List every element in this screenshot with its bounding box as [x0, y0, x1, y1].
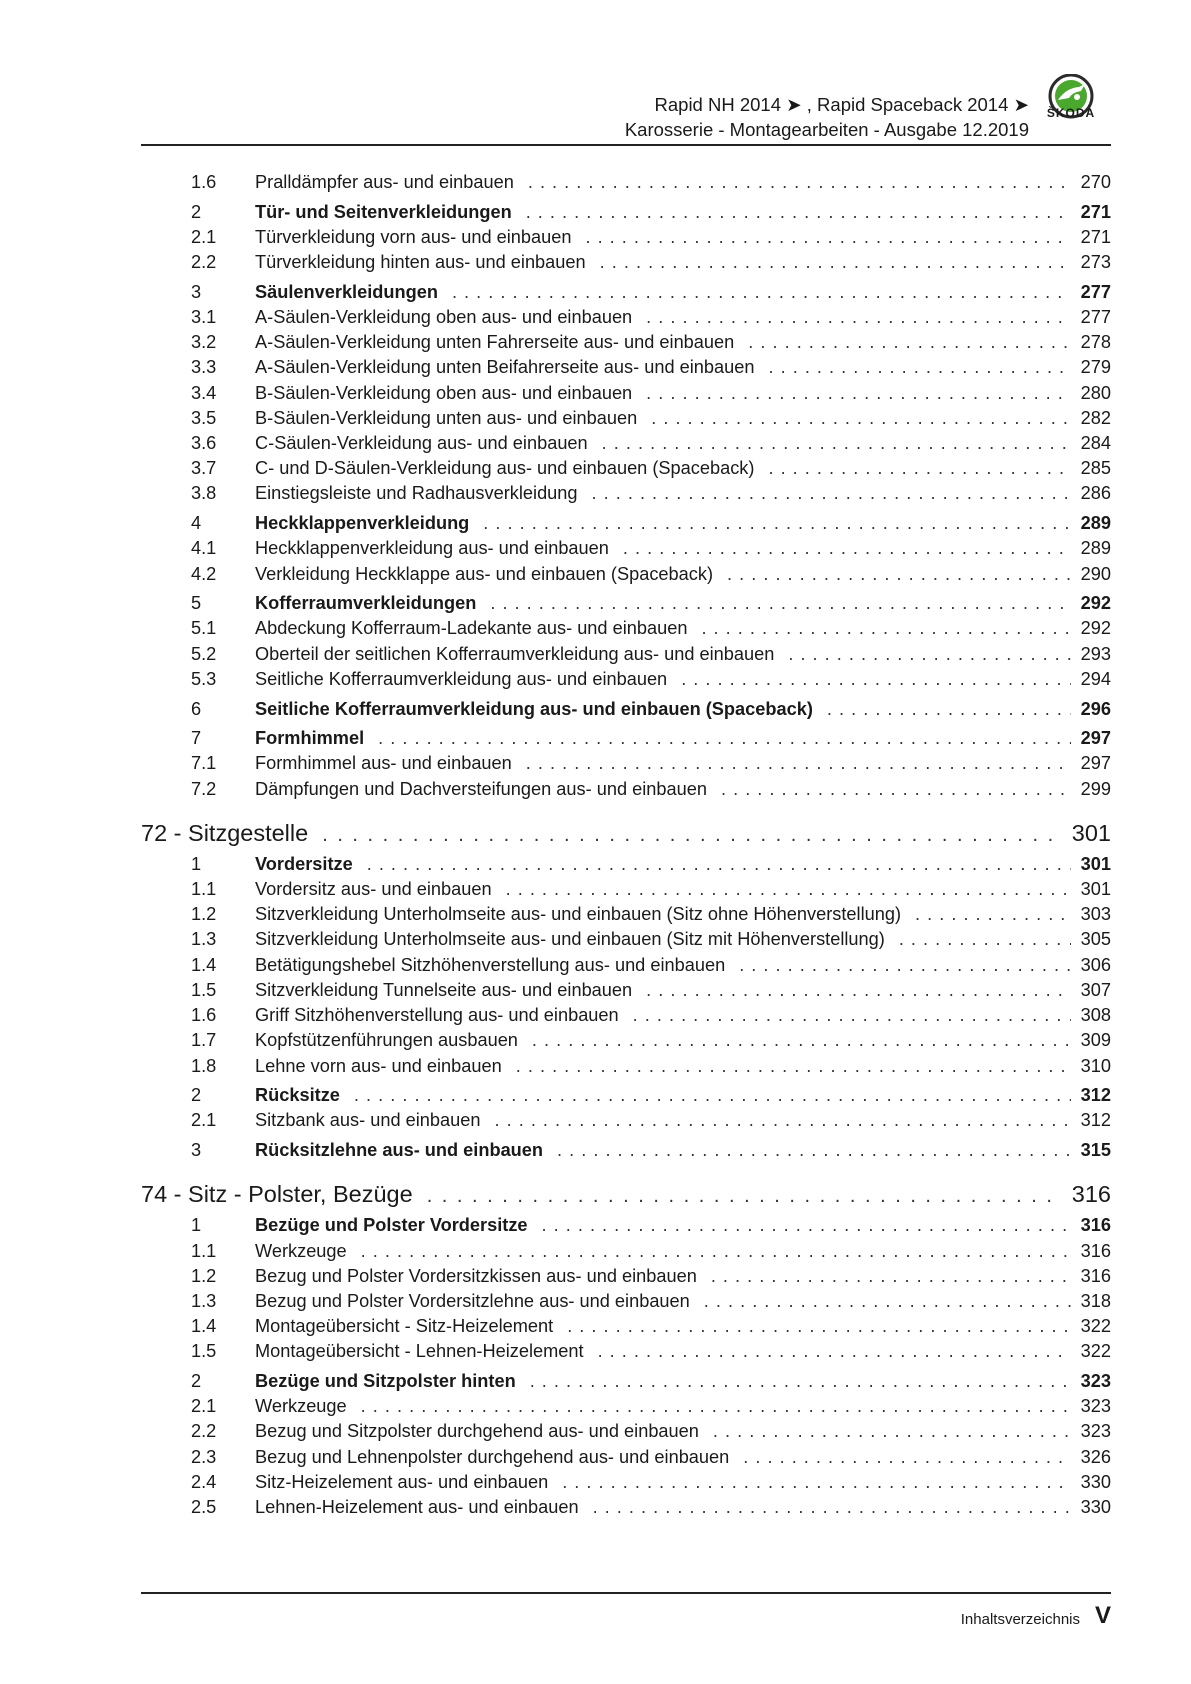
toc-page-number: 322 [1080, 1341, 1111, 1362]
toc-page-number: 299 [1080, 778, 1111, 799]
toc-leader-dots [598, 1339, 1071, 1364]
toc-entry-title: Bezug und Lehnenpolster durchgehend aus- und einbauen [255, 1446, 730, 1467]
toc-entry-row[interactable] [141, 927, 1111, 952]
toc-entry-number: 1.1 [191, 879, 217, 900]
toc-page-number: 289 [1080, 538, 1111, 559]
toc-page-number: 323 [1080, 1396, 1111, 1417]
toc-page-number: 315 [1080, 1140, 1111, 1161]
toc-entry-number: 1.4 [191, 954, 217, 975]
toc-entry-title: Formhimmel aus- und einbauen [255, 753, 512, 774]
header-model-line: Rapid NH 2014 ➤ , Rapid Spaceback 2014 ➤ [654, 94, 1029, 115]
toc-page-number: 309 [1080, 1030, 1111, 1051]
toc-page-number: 330 [1080, 1497, 1111, 1518]
toc-entry-title: Verkleidung Heckklappe aus- und einbauen (Spaceback) [255, 563, 714, 584]
toc-entry-title: Bezüge und Sitzpolster hinten [255, 1371, 516, 1392]
skoda-logo [1041, 74, 1101, 136]
toc-page-number: 312 [1080, 1110, 1111, 1131]
toc-page-number: 326 [1080, 1446, 1111, 1467]
toc-entry-row[interactable] [141, 1213, 1111, 1238]
toc-leader-dots [490, 591, 1070, 616]
toc-page-number: 323 [1080, 1421, 1111, 1442]
toc-entry-row[interactable] [141, 642, 1111, 667]
toc-leader-dots [915, 902, 1071, 927]
toc-entry-title: Formhimmel [255, 728, 365, 749]
toc-leader-dots [592, 481, 1071, 506]
toc-entry-title: Sitz-Heizelement aus- und einbauen [255, 1471, 549, 1492]
toc-entry-title: Pralldämpfer aus- und einbauen [255, 172, 514, 192]
toc-entry-number: 5.1 [191, 618, 217, 639]
toc-entry-number: 1.8 [191, 1055, 217, 1076]
toc-entry-row[interactable] [141, 536, 1111, 561]
toc-entry-row[interactable] [141, 1419, 1111, 1444]
toc-page-number: 316 [1071, 1181, 1111, 1208]
toc-leader-dots [600, 250, 1071, 275]
toc-entry-row[interactable] [141, 902, 1111, 927]
toc-page-number: 318 [1080, 1290, 1111, 1311]
toc-entry-title: C-Säulen-Verkleidung aus- und einbauen [255, 433, 588, 454]
toc-entry-title: Griff Sitzhöhenverstellung aus- und einbauen [255, 1005, 619, 1026]
toc-entry-row[interactable] [141, 355, 1111, 380]
toc-entry-title: Seitliche Kofferraumverkleidung aus- und einbauen [255, 668, 668, 689]
toc-entry-number: 2.1 [191, 1110, 217, 1131]
toc-entry-row[interactable] [141, 562, 1111, 587]
toc-entry-number: 1.2 [191, 1265, 217, 1286]
toc-entry-title: Tür- und Seitenverkleidungen [255, 201, 512, 222]
toc-entry-row[interactable] [141, 330, 1111, 355]
toc-entry-title: A-Säulen-Verkleidung unten Fahrerseite aus- und einbauen [255, 332, 735, 353]
toc-page-number: 277 [1080, 281, 1111, 302]
toc-leader-dots [633, 1003, 1071, 1028]
toc-entry-row[interactable] [141, 481, 1111, 506]
toc-entry-row[interactable] [141, 697, 1111, 722]
toc-page-number: 316 [1080, 1265, 1111, 1286]
toc-entry-number: 3.6 [191, 433, 217, 454]
toc-page-number: 301 [1080, 853, 1111, 874]
toc-leader-dots [602, 431, 1071, 456]
toc-entry-title: Oberteil der seitlichen Kofferraumverkleidung aus- und einbauen [255, 643, 775, 664]
toc-entry-title: Bezüge und Polster Vordersitze [255, 1215, 528, 1236]
toc-entry-row[interactable] [141, 751, 1111, 776]
toc-entry-row[interactable] [141, 1445, 1111, 1470]
header-rule [141, 144, 1111, 146]
toc-leader-dots [721, 777, 1071, 802]
toc-entry-number: 2.5 [191, 1497, 217, 1518]
toc-leader-dots [713, 1419, 1071, 1444]
toc-entry-title: Kofferraumverkleidungen [255, 593, 477, 614]
toc-chapter-title: 74 - Sitz - Polster, Bezüge [141, 1181, 413, 1208]
toc-entry-number: 7 [191, 728, 202, 749]
toc-entry-title: Werkzeuge [255, 1240, 347, 1261]
toc-leader-dots [727, 562, 1071, 587]
toc-entry-row[interactable] [141, 1239, 1111, 1264]
toc-page-number: 301 [1071, 819, 1111, 846]
toc-entry-row[interactable] [141, 1138, 1111, 1163]
toc-leader-dots [542, 1213, 1071, 1238]
toc-entry-number: 2.1 [191, 1396, 217, 1417]
toc-entry-row[interactable] [141, 877, 1111, 902]
table-of-contents [141, 170, 1111, 1520]
toc-entry-title: Vordersitz aus- und einbauen [255, 879, 492, 900]
toc-entry-title: Rücksitzlehne aus- und einbauen [255, 1140, 544, 1161]
toc-leader-dots [495, 1108, 1071, 1133]
toc-page-number: 330 [1080, 1471, 1111, 1492]
toc-entry-title: Dämpfungen und Dachversteifungen aus- und einbauen [255, 778, 707, 799]
toc-page-number: 271 [1080, 201, 1111, 222]
toc-entry-row[interactable] [141, 225, 1111, 250]
toc-entry-number: 1.3 [191, 929, 217, 950]
toc-leader-dots [701, 616, 1070, 641]
toc-entry-title: Vordersitze [255, 853, 353, 874]
toc-leader-dots [557, 1138, 1071, 1163]
toc-page-number: 271 [1080, 226, 1111, 247]
toc-leader-dots [483, 511, 1070, 536]
toc-entry-title: Lehnen-Heizelement aus- und einbauen [255, 1497, 579, 1518]
toc-page-number: 297 [1080, 728, 1111, 749]
toc-entry-number: 5.2 [191, 643, 217, 664]
toc-page-number: 308 [1080, 1005, 1111, 1026]
toc-entry-row[interactable] [141, 591, 1111, 616]
toc-entry-number: 2.2 [191, 1421, 217, 1442]
toc-entry-number: 3 [191, 281, 202, 302]
toc-page-number: 306 [1080, 954, 1111, 975]
toc-leader-dots [354, 1083, 1071, 1108]
toc-entry-number: 1.3 [191, 1290, 217, 1311]
toc-entry-number: 1 [191, 1215, 202, 1236]
toc-leader-dots [899, 927, 1071, 952]
toc-chapter-row[interactable] [141, 1179, 1111, 1211]
toc-entry-number: 2.3 [191, 1446, 217, 1467]
toc-leader-dots [646, 381, 1070, 406]
toc-leader-dots [516, 1054, 1071, 1079]
toc-entry-title: Bezug und Polster Vordersitzkissen aus- und einbauen [255, 1265, 697, 1286]
toc-entry-row[interactable] [141, 170, 1111, 195]
toc-entry-number: 1.2 [191, 904, 217, 925]
toc-entry-title: Rücksitze [255, 1085, 340, 1106]
toc-page-number: 270 [1080, 172, 1111, 192]
toc-page-number: 280 [1080, 382, 1111, 403]
toc-entry-title: Sitzverkleidung Unterholmseite aus- und einbauen (Sitz mit Höhenverstellung) [255, 929, 885, 950]
toc-leader-dots [567, 1314, 1070, 1339]
toc-entry-title: Abdeckung Kofferraum-Ladekante aus- und einbauen [255, 618, 688, 639]
toc-entry-number: 2.4 [191, 1471, 217, 1492]
toc-leader-dots [681, 667, 1070, 692]
toc-entry-row[interactable] [141, 1054, 1111, 1079]
toc-leader-dots [788, 642, 1070, 667]
toc-page-number: 284 [1080, 433, 1111, 454]
toc-page-number: 316 [1080, 1215, 1111, 1236]
toc-leader-dots [526, 200, 1071, 225]
toc-page-number: 323 [1080, 1371, 1111, 1392]
toc-entry-title: Heckklappenverkleidung [255, 513, 470, 534]
toc-entry-number: 1.4 [191, 1316, 217, 1337]
footer-section-label: Inhaltsverzeichnis [960, 1611, 1080, 1628]
toc-leader-dots [427, 1181, 1062, 1211]
toc-leader-dots [646, 978, 1070, 1003]
toc-leader-dots [748, 330, 1070, 355]
toc-leader-dots [562, 1470, 1070, 1495]
toc-page-number: 301 [1080, 879, 1111, 900]
toc-leader-dots [739, 953, 1070, 978]
toc-entry-row[interactable] [141, 1108, 1111, 1133]
toc-entry-title: Werkzeuge [255, 1396, 347, 1417]
toc-leader-dots [646, 305, 1070, 330]
toc-entry-title: B-Säulen-Verkleidung unten aus- und einbauen [255, 407, 638, 428]
toc-entry-row[interactable] [141, 250, 1111, 275]
toc-leader-dots [378, 726, 1070, 751]
toc-leader-dots [743, 1445, 1070, 1470]
toc-entry-title: Säulenverkleidungen [255, 281, 438, 302]
toc-leader-dots [827, 697, 1071, 722]
toc-entry-row[interactable] [141, 200, 1111, 225]
toc-page-number: 292 [1080, 593, 1111, 614]
toc-entry-title: Kopfstützenführungen ausbauen [255, 1030, 518, 1051]
toc-entry-row[interactable] [141, 616, 1111, 641]
toc-page-number: 312 [1080, 1085, 1111, 1106]
toc-entry-number: 2 [191, 1085, 202, 1106]
toc-entry-number: 4.1 [191, 538, 217, 559]
toc-entry-title: Bezug und Sitzpolster durchgehend aus- und einbauen [255, 1421, 699, 1442]
toc-entry-number: 3.2 [191, 332, 217, 353]
toc-page-number: 305 [1080, 929, 1111, 950]
toc-entry-title: Montageübersicht - Sitz-Heizelement [255, 1316, 554, 1337]
toc-page-number: 294 [1080, 668, 1111, 689]
toc-entry-number: 4.2 [191, 563, 217, 584]
toc-leader-dots [526, 751, 1071, 776]
toc-entry-row[interactable] [141, 305, 1111, 330]
toc-entry-number: 1.6 [191, 172, 217, 192]
toc-entry-row[interactable] [141, 953, 1111, 978]
toc-entry-number: 1.5 [191, 979, 217, 1000]
toc-entry-row[interactable] [141, 1495, 1111, 1520]
toc-entry-number: 3.3 [191, 357, 217, 378]
toc-entry-title: Lehne vorn aus- und einbauen [255, 1055, 502, 1076]
toc-page-number: 289 [1080, 513, 1111, 534]
toc-entry-row[interactable] [141, 978, 1111, 1003]
toc-entry-title: A-Säulen-Verkleidung unten Beifahrerseite aus- und einbauen [255, 357, 755, 378]
toc-entry-title: Sitzverkleidung Tunnelseite aus- und einbauen [255, 979, 633, 1000]
toc-entry-title: Einstiegsleiste und Radhausverkleidung [255, 483, 578, 504]
toc-entry-row[interactable] [141, 1264, 1111, 1289]
toc-entry-number: 3.7 [191, 458, 217, 479]
toc-page-number: 322 [1080, 1316, 1111, 1337]
toc-chapter-row[interactable] [141, 818, 1111, 850]
toc-leader-dots [322, 820, 1062, 850]
toc-page-number: 296 [1080, 698, 1111, 719]
toc-entry-number: 1.7 [191, 1030, 217, 1051]
toc-page-number: 279 [1080, 357, 1111, 378]
toc-entry-row[interactable] [141, 726, 1111, 751]
toc-leader-dots [528, 170, 1071, 195]
toc-entry-title: C- und D-Säulen-Verkleidung aus- und einbauen (Spaceback) [255, 458, 755, 479]
toc-entry-title: Türverkleidung vorn aus- und einbauen [255, 226, 572, 247]
toc-entry-title: Sitzverkleidung Unterholmseite aus- und einbauen (Sitz ohne Höhenverstellung) [255, 904, 902, 925]
toc-leader-dots [623, 536, 1071, 561]
toc-page-number: 303 [1080, 904, 1111, 925]
toc-entry-number: 6 [191, 698, 202, 719]
toc-entry-number: 2.2 [191, 252, 217, 273]
toc-chapter-title: 72 - Sitzgestelle [141, 819, 309, 846]
toc-entry-row[interactable] [141, 406, 1111, 431]
toc-entry-title: B-Säulen-Verkleidung oben aus- und einbauen [255, 382, 633, 403]
toc-entry-number: 3.4 [191, 382, 217, 403]
toc-entry-number: 3.8 [191, 483, 217, 504]
toc-leader-dots [361, 1239, 1071, 1264]
toc-page-number: 278 [1080, 332, 1111, 353]
toc-entry-title: Türverkleidung hinten aus- und einbauen [255, 252, 586, 273]
toc-page-number: 277 [1080, 307, 1111, 328]
toc-entry-title: A-Säulen-Verkleidung oben aus- und einbauen [255, 307, 633, 328]
toc-page-number: 282 [1080, 407, 1111, 428]
toc-entry-number: 3 [191, 1140, 202, 1161]
toc-page-number: 290 [1080, 563, 1111, 584]
toc-entry-number: 1.6 [191, 1005, 217, 1026]
toc-leader-dots [593, 1495, 1071, 1520]
toc-entry-row[interactable] [141, 1028, 1111, 1053]
toc-leader-dots [530, 1369, 1071, 1394]
toc-entry-row[interactable] [141, 1289, 1111, 1314]
toc-entry-number: 5.3 [191, 668, 217, 689]
toc-entry-row[interactable] [141, 381, 1111, 406]
toc-entry-row[interactable] [141, 1003, 1111, 1028]
toc-entry-number: 1 [191, 853, 202, 874]
toc-entry-number: 5 [191, 593, 202, 614]
toc-page-number: 286 [1080, 483, 1111, 504]
toc-entry-number: 2 [191, 201, 202, 222]
toc-leader-dots [532, 1028, 1071, 1053]
toc-page-number: 297 [1080, 753, 1111, 774]
toc-entry-number: 1.5 [191, 1341, 217, 1362]
toc-leader-dots [651, 406, 1070, 431]
toc-entry-title: Seitliche Kofferraumverkleidung aus- und einbauen (Spaceback) [255, 698, 813, 719]
toc-leader-dots [367, 852, 1071, 877]
toc-entry-row[interactable] [141, 1314, 1111, 1339]
toc-leader-dots [361, 1394, 1071, 1419]
toc-entry-number: 7.1 [191, 753, 217, 774]
toc-leader-dots [711, 1264, 1071, 1289]
toc-leader-dots [506, 877, 1071, 902]
toc-entry-title: Bezug und Polster Vordersitzlehne aus- und einbauen [255, 1290, 690, 1311]
toc-entry-number: 2.1 [191, 226, 217, 247]
toc-entry-row[interactable] [141, 1083, 1111, 1108]
toc-entry-row[interactable] [141, 1470, 1111, 1495]
toc-entry-row[interactable] [141, 667, 1111, 692]
toc-entry-number: 1.1 [191, 1240, 217, 1261]
brand-wordmark: ŠKODA [1046, 106, 1096, 120]
toc-page-number: 273 [1080, 252, 1111, 273]
header-edition-line: Karosserie - Montagearbeiten - Ausgabe 12.2019 [624, 119, 1029, 140]
toc-entry-row[interactable] [141, 777, 1111, 802]
footer-rule [141, 1592, 1111, 1594]
toc-page-number: 293 [1080, 643, 1111, 664]
toc-entry-number: 2 [191, 1371, 202, 1392]
toc-leader-dots [452, 280, 1071, 305]
toc-entry-number: 3.5 [191, 407, 217, 428]
toc-entry-row[interactable] [141, 456, 1111, 481]
toc-entry-row[interactable] [141, 511, 1111, 536]
toc-page-number: 307 [1080, 979, 1111, 1000]
toc-entry-row[interactable] [141, 1369, 1111, 1394]
toc-leader-dots [585, 225, 1070, 250]
toc-entry-title: Heckklappenverkleidung aus- und einbauen [255, 538, 609, 559]
toc-entry-row[interactable] [141, 852, 1111, 877]
toc-page-number: 310 [1080, 1055, 1111, 1076]
toc-entry-title: Sitzbank aus- und einbauen [255, 1110, 481, 1131]
footer-page-number: V [1094, 1602, 1111, 1629]
toc-entry-row[interactable] [141, 280, 1111, 305]
toc-page-number: 285 [1080, 458, 1111, 479]
toc-leader-dots [768, 456, 1070, 481]
toc-entry-number: 7.2 [191, 778, 217, 799]
toc-entry-number: 3.1 [191, 307, 217, 328]
toc-leader-dots [769, 355, 1071, 380]
toc-entry-title: Montageübersicht - Lehnen-Heizelement [255, 1341, 584, 1362]
toc-entry-number: 4 [191, 513, 202, 534]
toc-entry-row[interactable] [141, 431, 1111, 456]
toc-entry-row[interactable] [141, 1339, 1111, 1364]
toc-page-number: 316 [1080, 1240, 1111, 1261]
toc-page-number: 292 [1080, 618, 1111, 639]
toc-entry-row[interactable] [141, 1394, 1111, 1419]
toc-leader-dots [704, 1289, 1071, 1314]
toc-entry-title: Betätigungshebel Sitzhöhenverstellung aus- und einbauen [255, 954, 726, 975]
